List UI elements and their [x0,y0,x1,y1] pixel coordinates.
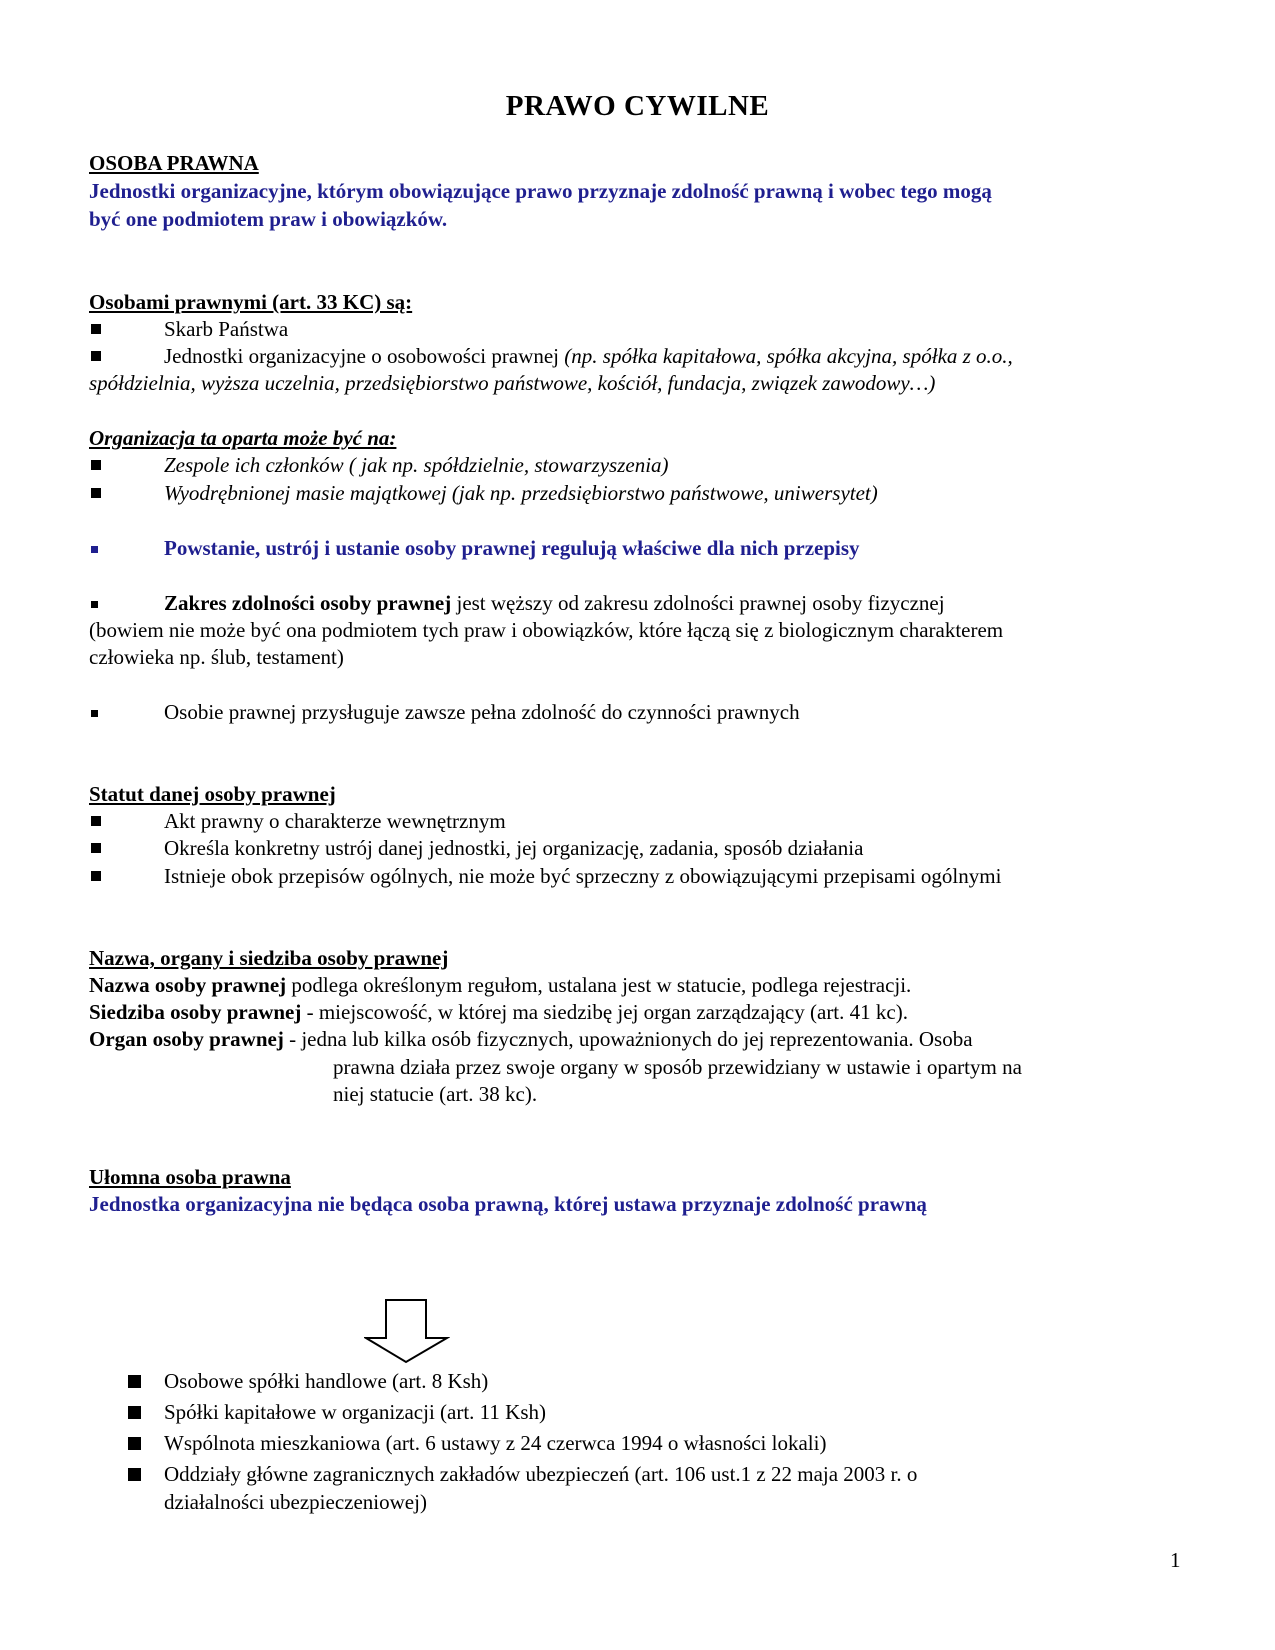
organ-definition-continuation: prawna działa przez swoje organy w sposób przewidziany w ustawie i opartym na [333,1055,1022,1079]
ulomna-definition: Jednostka organizacyjna nie będąca osoba prawną, której ustawa przyznaje zdolność prawną [89,1192,927,1216]
siedziba-definition: Siedziba osoby prawnej - miejscowość, w której ma siedzibę jej organ zarządzający (art. 41 kc). [89,1000,908,1024]
list-item-continuation: spółdzielnia, wyższa uczelnia, przedsiębiorstwo państwowe, kościół, fundacja, związek zawodowy…) [89,371,936,395]
square-bullet-icon [128,1375,141,1388]
section-heading-osobami-prawnymi: Osobami prawnymi (art. 33 KC) są: [89,290,413,314]
organ-definition-continuation: niej statucie (art. 38 kc). [333,1082,538,1106]
section-heading-organizacja: Organizacja ta oparta może być na: [89,426,397,450]
square-bullet-icon [128,1468,141,1481]
section-heading-nazwa: Nazwa, organy i siedziba osoby prawnej [89,946,449,970]
osoba-prawna-definition-line2: być one podmiotem praw i obowiązków. [89,207,448,231]
osoba-prawna-definition-line1: Jednostki organizacyjne, którym obowiązujące prawo przyznaje zdolność prawną i wobec tego mogą [89,179,992,203]
square-bullet-icon [91,816,101,826]
document-page: PRAWO CYWILNE OSOBA PRAWNA Jednostki organizacyjne, którym obowiązujące prawo przyznaje zdolność prawną i wobec tego mogą być one podmiotem praw i obowiązków. Osobami prawnymi (art. 33 KC) są: Skarb Państwa Jednostki organizacyjne o osobowości prawnej (np. spółka kapitałowa, spółka akcyjna, spółka z o.o., spółdzielnia, wyższa uczelnia, przedsiębiorstwo państwowe, kościół, fundacja, związek zawodowy…) Organizacja ta oparta może być na: Zespole ich członków ( jak np. spółdzielnie, stowarzyszenia) Wyodrębnionej masie majątkowej (jak np. przedsiębiorstwo państwowe, uniwersytet) Powstanie, ustrój i ustanie osoby prawnej regulują właściwe dla nich przepisy Zakres zdolności osoby prawnej jest węższy od zakresu zdolności prawnej osoby fizycznej (bowiem nie może być ona podmiotem tych praw i obowiązków, które łączą się z biologicznym charakterem człowieka np. ślub, testament) Osobie prawnej przysługuje zawsze pełna zdolność do czynności prawnych Statut danej osoby prawnej Akt prawny o charakterze wewnętrznym Określa konkretny ustrój danej jednostki, jej organizację, zadania, sposób działania Istnieje obok przepisów ogólnych, nie może być sprzeczny z obowiązującymi przepisami ogólnymi Nazwa, organy i siedziba osoby prawnej Nazwa osoby prawnej podlega określonym regułom, ustalana jest w statucie, podlega rejestracji. Siedziba osoby prawnej - miejscowość, w której ma siedzibę jej organ zarządzający (art. 41 kc). Organ osoby prawnej - jedna lub kilka osób fizycznych, upoważnionych do jej reprezentowania. Osoba prawna działa przez swoje organy w sposób przewidziany w ustawie i opartym na niej statucie (art. 38 kc). Ułomna osoba prawna Jednostka organizacyjna nie będąca osoba prawną, której ustawa przyznaje zdolność prawną Osobowe spółki handlowe (art. 8 Ksh) Spółki kapitałowe w organizacji (art. 11 Ksh) Wspólnota mieszkaniowa (art. 6 ustawy z 24 czerwca 1994 o własności lokali) Oddziały główne zagranicznych zakładów ubezpieczeń (art. 106 ust.1 z 22 maja 2003 r. o działalności ubezpieczeniowej) 1 [0,0,1275,1650]
square-bullet-icon [91,351,101,361]
square-bullet-icon [91,601,98,608]
square-bullet-icon [91,710,98,717]
square-bullet-icon [91,843,101,853]
section-heading-ulomna: Ułomna osoba prawna [89,1165,291,1189]
page-title: PRAWO CYWILNE [505,90,770,122]
organ-definition: Organ osoby prawnej - jedna lub kilka osób fizycznych, upoważnionych do jej reprezentowania. Osoba [89,1027,973,1051]
down-arrow-icon [364,1298,450,1364]
square-bullet-icon [91,324,101,334]
square-bullet-icon [91,546,98,553]
list-item-continuation: człowieka np. ślub, testament) [89,645,344,669]
square-bullet-icon [91,488,101,498]
section-heading-osoba-prawna: OSOBA PRAWNA [89,151,259,175]
square-bullet-icon [128,1437,141,1450]
square-bullet-icon [91,871,101,881]
square-bullet-icon [128,1406,141,1419]
section-heading-statut: Statut danej osoby prawnej [89,782,336,806]
square-bullet-icon [91,460,101,470]
nazwa-definition: Nazwa osoby prawnej podlega określonym regułom, ustalana jest w statucie, podlega rejestracji. [89,973,912,997]
page-number: 1 [1170,1548,1181,1572]
list-item-continuation: (bowiem nie może być ona podmiotem tych praw i obowiązków, które łączą się z biologicznym charakterem [89,618,1004,642]
